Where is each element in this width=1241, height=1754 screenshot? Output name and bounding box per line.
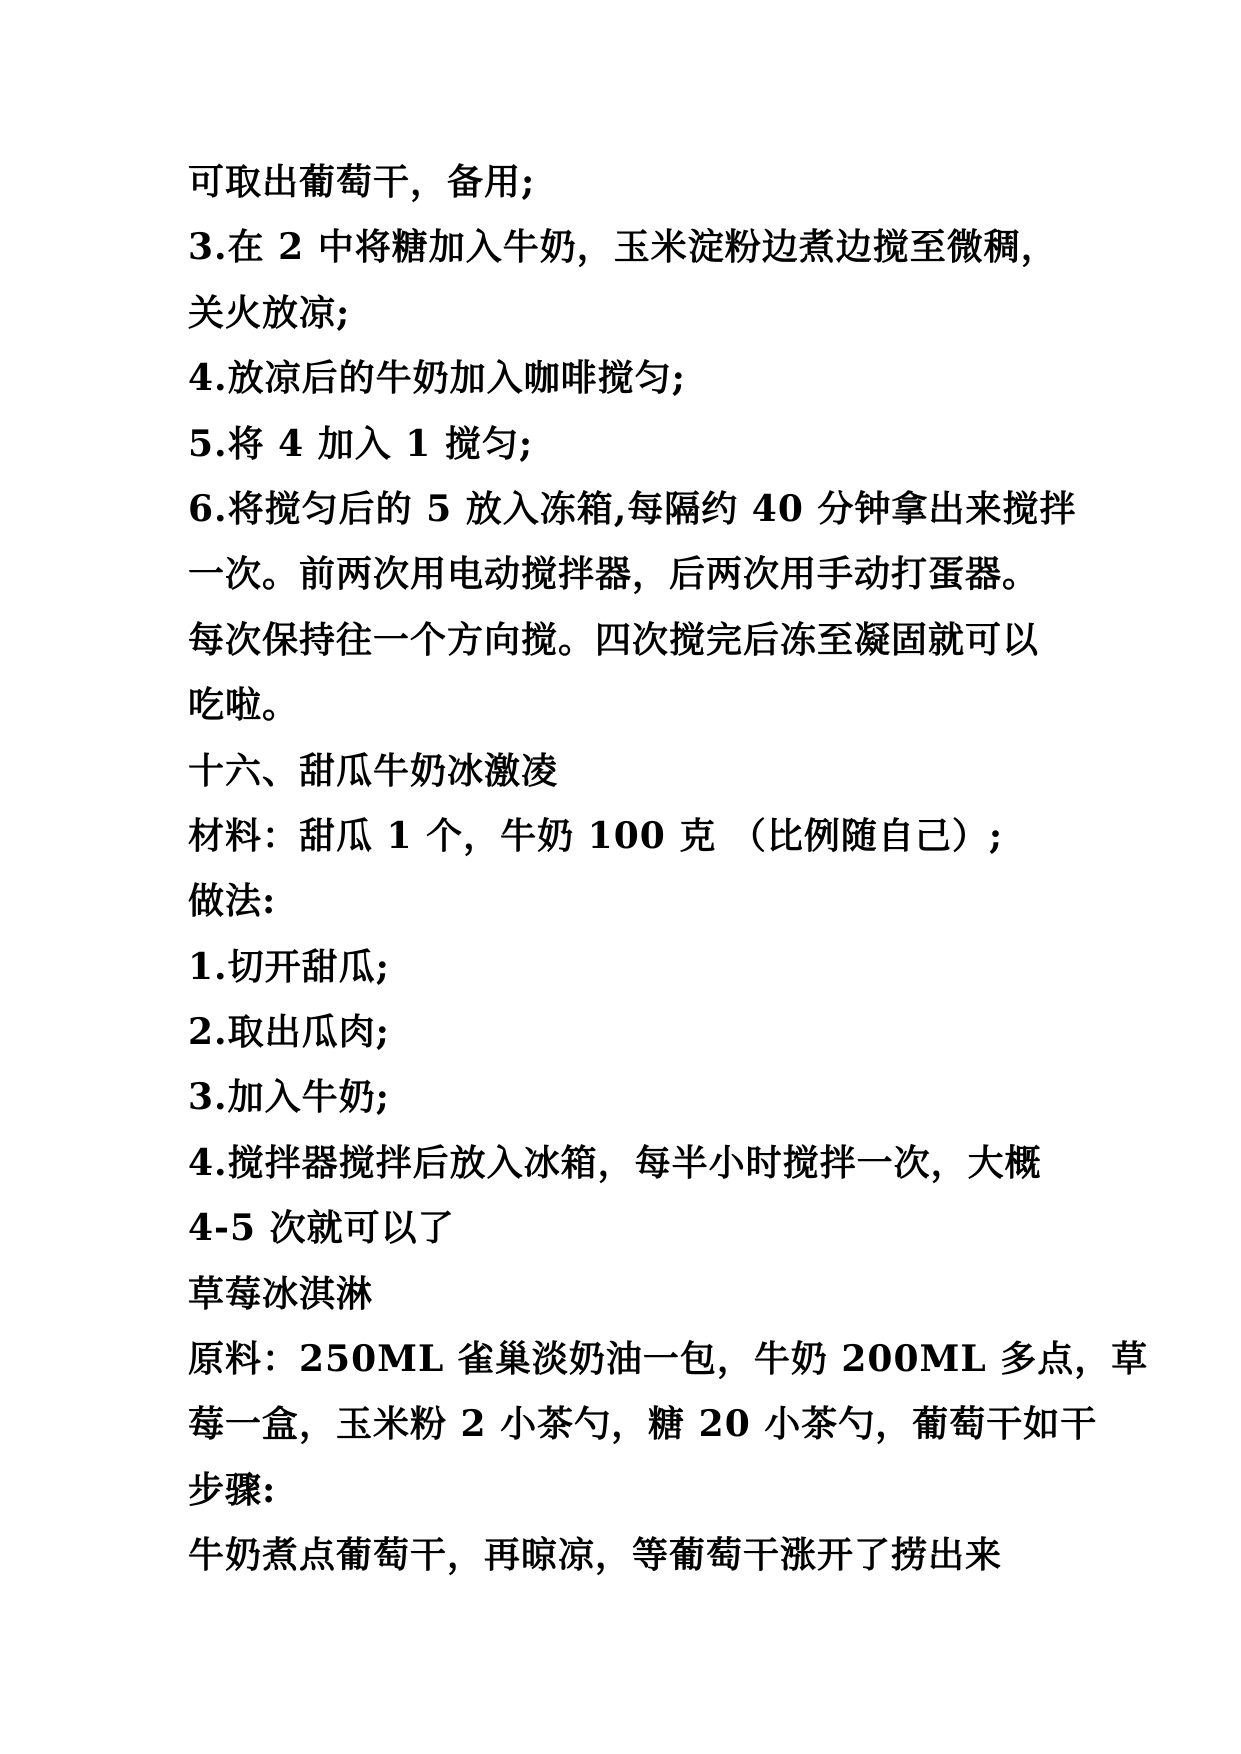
text-line: 步骤: <box>188 1468 277 1511</box>
text-line: 4.放凉后的牛奶加入咖啡搅匀; <box>188 357 686 400</box>
text-line: 莓一盒，玉米粉 2 小茶勺，糖 20 小茶勺，葡萄干如干 <box>188 1403 1098 1446</box>
text-line: 做法: <box>188 880 277 923</box>
section-heading: 草莓冰淇淋 <box>188 1272 374 1315</box>
text-line: 5.将 4 加入 1 搅匀; <box>188 422 534 465</box>
text-line: 4-5 次就可以了 <box>188 1207 455 1250</box>
text-line: 每次保持往一个方向搅。四次搅完后冻至凝固就可以 <box>188 618 1040 661</box>
text-line: 吃啦。 <box>188 684 300 727</box>
text-line: 6.将搅匀后的 5 放入冻箱,每隔约 40 分钟拿出来搅拌 <box>188 487 1077 530</box>
text-line: 材料：甜瓜 1 个，牛奶 100 克 （比例随自己）; <box>188 814 1004 857</box>
text-line: 牛奶煮点葡萄干，再晾凉，等葡萄干涨开了捞出来 <box>188 1534 1003 1577</box>
text-line: 2.取出瓜肉; <box>188 1011 390 1054</box>
text-line: 4.搅拌器搅拌后放入冰箱，每半小时搅拌一次，大概 <box>188 1141 1042 1184</box>
section-heading: 十六、甜瓜牛奶冰激凌 <box>188 749 559 792</box>
text-line: 3.加入牛奶; <box>188 1076 390 1119</box>
document-body <box>188 150 1149 1589</box>
text-line: 关火放凉; <box>188 291 351 334</box>
text-line: 3.在 2 中将糖加入牛奶，玉米淀粉边煮边搅至微稠， <box>188 226 1058 269</box>
text-line: 原料：250ML 雀巢淡奶油一包，牛奶 200ML 多点，草 <box>188 1338 1149 1381</box>
text-line: 一次。前两次用电动搅拌器，后两次用手动打蛋器。 <box>188 553 1040 596</box>
text-line: 可取出葡萄干，备用; <box>188 161 536 203</box>
text-line: 1.切开甜瓜; <box>188 945 390 988</box>
